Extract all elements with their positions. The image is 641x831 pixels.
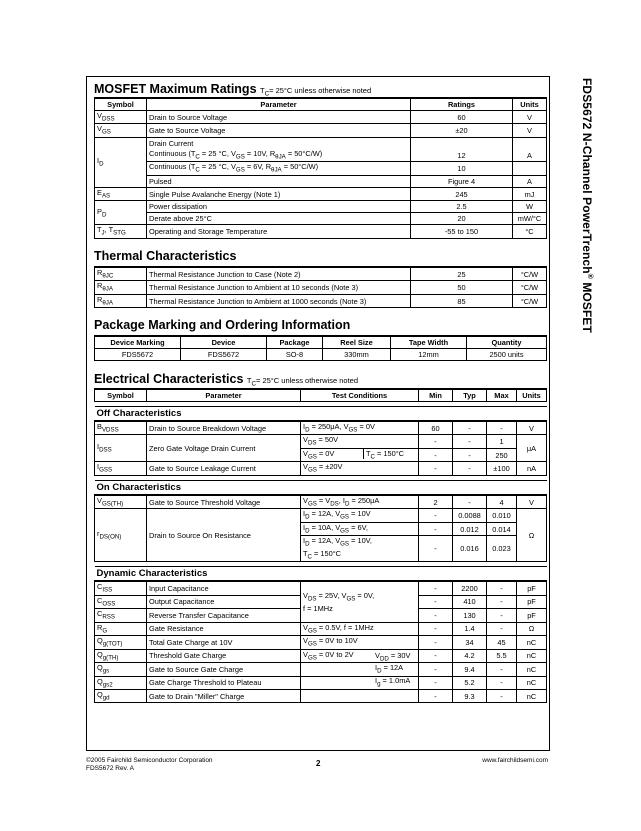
table-row: $I_{GSS}$ Gate to Source Leakage Current $V_{GS} = \pm 20V$ - - ±100 nA xyxy=(95,462,547,475)
table-row: $R_{\theta JA}$ Thermal Resistance Junction to Ambient at 10 seconds (Note 3) 50 °C/W xyxy=(95,281,547,294)
table-row: $r_{DS(ON)}$ Drain to Source On Resistance $I_D = 12A$, $V_{GS} = 10V$ - 0.0088 0.010 Ω xyxy=(95,509,547,522)
thermal-section xyxy=(94,248,546,308)
header-cell: Min xyxy=(419,389,453,402)
header-cell: Ratings xyxy=(411,98,513,111)
off-characteristics-title: Off Characteristics xyxy=(96,408,182,419)
header-cell: Parameter xyxy=(147,389,301,402)
table-row: $R_{\theta JA}$ Thermal Resistance Junction to Ambient at 1000 seconds (Note 3) 85 °C/W xyxy=(95,294,547,307)
revision-text: FDS5672 Rev. A xyxy=(86,765,134,772)
table-row: $V_{GS} = 0V$ $T_C = 150^\circ C$ - - 250 xyxy=(95,448,547,461)
table-row: Derate above 25°C 20 mW/°C xyxy=(95,213,547,225)
section-title: MOSFET Maximum Ratings $T_C= 25^\circ C$ unless otherwise noted xyxy=(94,82,372,98)
table-row: $T_J$, $T_{STG}$ Operating and Storage Temperature -55 to 150 °C xyxy=(95,225,547,238)
header-cell: Units xyxy=(517,389,547,402)
table-row: $B_{VDSS}$ Drain to Source Breakdown Voltage $I_D = 250\mu A$, $V_{GS} = 0V$ 60 - - V xyxy=(95,421,547,435)
header-cell: Parameter xyxy=(147,98,411,111)
table-row: $Q_{g(TOT)}$ Total Gate Charge at 10V $V_{GS} = 0V$ to 10V - 34 45 nC xyxy=(95,636,547,649)
side-title-text: FDS5672 N-Channel PowerTrench® MOSFET xyxy=(580,78,594,333)
header-cell: Device Marking xyxy=(95,336,181,349)
header-cell: Tape Width xyxy=(391,336,467,349)
on-characteristics-title: On Characteristics xyxy=(96,481,181,493)
header-cell: Package xyxy=(267,336,323,349)
header-cell: Device xyxy=(181,336,267,349)
table-row: $Q_{g(TH)}$ Threshold Gate Charge $V_{GS} = 0V$ to 2V $V_{DD} = 30V$ $I_D = 12A$ $I_g = 1.0mA$ - 4.2 5.5 nC xyxy=(95,649,547,662)
dynamic-characteristics-title: Dynamic Characteristics xyxy=(96,568,208,580)
table-row: $C_{RSS}$ Reverse Transfer Capacitance - 130 - pF xyxy=(95,609,547,622)
header-cell: Quantity xyxy=(467,336,547,349)
section-title: Electrical Characteristics $T_C= 25^\circ C$ unless otherwise noted xyxy=(94,372,359,388)
table-row: $I_{DSS}$ Zero Gate Voltage Drain Current $V_{DS} = 50V$ - - 1 μA xyxy=(95,435,547,448)
electrical-table xyxy=(94,388,547,703)
table-row: Continuous ($T_C = 25$ °C, $V_{GS} = 6V$, $R_{\theta JA} = 50^\circ C/W$) 10 xyxy=(95,162,547,175)
header-cell: Reel Size xyxy=(323,336,391,349)
side-title xyxy=(580,78,596,378)
table-row: $Q_{gd}$ Gate to Drain "Miller" Charge - 9.3 - nC xyxy=(95,689,547,702)
max-ratings-table xyxy=(94,97,547,239)
table-row: $V_{DSS}$ Drain to Source Voltage 60 V xyxy=(95,111,547,124)
page-number: 2 xyxy=(316,759,321,768)
section-title: Thermal Characteristics xyxy=(94,249,237,263)
section-title: Package Marking and Ordering Information xyxy=(94,318,351,332)
table-row: $P_D$ Power dissipation 2.5 W xyxy=(95,201,547,213)
table-row: $I_D$ Drain Current xyxy=(95,137,547,149)
header-cell: Symbol xyxy=(95,98,147,111)
table-row: Pulsed Figure 4 A xyxy=(95,175,547,187)
table-row: Continuous ($T_C = 25$ °C, $V_{GS} = 10V$, $R_{\theta JA} = 50^\circ C/W$) 12 A xyxy=(95,149,547,162)
table-row: FDS5672 FDS5672 SO-8 330mm 12mm 2500 units xyxy=(95,349,547,361)
table-row: $E_{AS}$ Single Pulse Avalanche Energy (Note 1) 245 mJ xyxy=(95,187,547,200)
table-row: $R_{\theta JC}$ Thermal Resistance Junction to Case (Note 2) 25 °C/W xyxy=(95,267,547,281)
table-row: $V_{GS}$ Gate to Source Voltage ±20 V xyxy=(95,124,547,137)
header-cell: Units xyxy=(513,98,547,111)
table-row: $V_{GS(TH)}$ Gate to Source Threshold Voltage $V_{GS} = V_{DS}$, $I_D = 250\mu A$ 2 - 4 V xyxy=(95,495,547,509)
thermal-table xyxy=(94,266,547,308)
table-row: $Q_{gs2}$ Gate Charge Threshold to Plateau - 5.2 - nC xyxy=(95,676,547,689)
table-row: $I_D = 10A$, $V_{GS} = 6V$, - 0.012 0.014 xyxy=(95,522,547,535)
package-section xyxy=(94,317,546,361)
website-link[interactable]: www.fairchildsemi.com xyxy=(482,757,548,764)
electrical-section xyxy=(94,371,546,703)
table-row: $C_{ISS}$ Input Capacitance $V_{DS} = 25V$, $V_{GS} = 0V$, f = 1MHz - 2200 - pF xyxy=(95,581,547,595)
header-cell: Test Conditions xyxy=(301,389,419,402)
table-row: $C_{OSS}$ Output Capacitance - 410 - pF xyxy=(95,595,547,608)
table-row: $R_G$ Gate Resistance $V_{GS} = 0.5V$, f = 1MHz - 1.4 - Ω xyxy=(95,622,547,635)
header-cell: Typ xyxy=(453,389,487,402)
package-table xyxy=(94,335,547,361)
table-row: $I_D = 12A$, $V_{GS} = 10V$, $T_C = 150^\circ C$ - 0.016 0.023 xyxy=(95,536,547,562)
table-row: $Q_{gs}$ Gate to Source Gate Charge - 9.4 - nC xyxy=(95,663,547,676)
header-cell: Symbol xyxy=(95,389,147,402)
header-cell: Max xyxy=(487,389,517,402)
max-ratings-section xyxy=(94,81,546,239)
copyright-text: ©2005 Fairchild Semiconductor Corporation xyxy=(86,757,213,764)
